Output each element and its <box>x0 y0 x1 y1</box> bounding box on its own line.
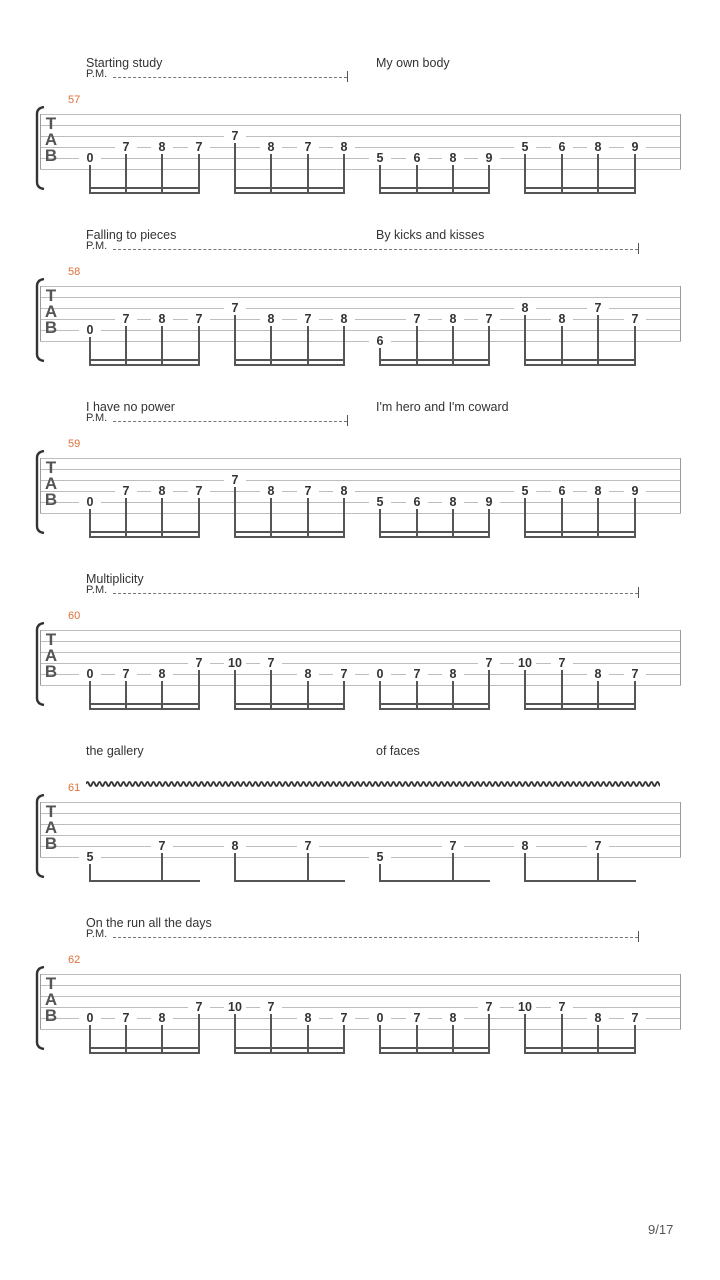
fret-number: 8 <box>442 1012 464 1025</box>
note-stem <box>343 680 345 710</box>
note-stem <box>343 1024 345 1054</box>
fret-number: 10 <box>514 657 536 670</box>
fret-number: 7 <box>297 313 319 326</box>
fret-number: 5 <box>369 851 391 864</box>
tab-system <box>0 916 720 1088</box>
fret-number: 7 <box>260 657 282 670</box>
note-beam <box>89 531 200 533</box>
fret-number: 7 <box>188 485 210 498</box>
note-stem <box>307 1024 309 1054</box>
tab-clef-letter: B <box>44 834 58 853</box>
note-stem <box>379 508 381 538</box>
note-beam <box>379 1052 490 1054</box>
lyric-text: On the run all the days <box>86 916 212 930</box>
fret-number: 7 <box>478 313 500 326</box>
fret-number: 5 <box>369 152 391 165</box>
tab-clef-letter: A <box>44 302 58 321</box>
note-stem <box>488 508 490 538</box>
tab-clef-letter: A <box>44 818 58 837</box>
fret-number: 0 <box>369 1012 391 1025</box>
fret-number: 10 <box>514 1001 536 1014</box>
staff-start-barline <box>40 802 41 857</box>
lyric-text: the gallery <box>86 744 144 758</box>
note-stem <box>452 164 454 194</box>
note-stem <box>379 164 381 194</box>
palm-mute-line <box>113 77 347 78</box>
note-beam <box>524 880 636 882</box>
note-stem <box>125 680 127 710</box>
fret-number: 8 <box>151 485 173 498</box>
fret-number: 7 <box>115 313 137 326</box>
fret-number: 9 <box>624 141 646 154</box>
note-beam <box>234 531 345 533</box>
staff-line <box>40 824 681 825</box>
note-beam <box>379 703 490 705</box>
bar-number: 59 <box>68 438 81 450</box>
palm-mute-end <box>347 415 348 426</box>
tab-system <box>0 400 720 572</box>
fret-number: 8 <box>442 496 464 509</box>
fret-number: 7 <box>406 313 428 326</box>
staff-line <box>40 857 681 858</box>
note-beam <box>524 531 636 533</box>
fret-number: 8 <box>442 152 464 165</box>
note-stem <box>597 680 599 710</box>
staff-line <box>40 996 681 997</box>
note-stem <box>379 1024 381 1054</box>
tab-system <box>0 228 720 400</box>
fret-number: 7 <box>442 840 464 853</box>
fret-number: 6 <box>551 141 573 154</box>
fret-number: 8 <box>514 302 536 315</box>
note-stem <box>89 1024 91 1054</box>
staff-line <box>40 802 681 803</box>
note-beam <box>89 187 200 189</box>
fret-number: 8 <box>514 840 536 853</box>
fret-number: 7 <box>188 141 210 154</box>
tab-clef-letter: B <box>44 146 58 165</box>
note-stem <box>161 1024 163 1054</box>
palm-mute-line <box>113 249 638 250</box>
fret-number: 8 <box>442 313 464 326</box>
palm-mute-end <box>638 243 639 254</box>
fret-number: 6 <box>369 335 391 348</box>
tab-clef-letter: T <box>45 286 57 305</box>
fret-number: 8 <box>260 313 282 326</box>
staff-end-barline <box>680 802 681 857</box>
fret-number: 0 <box>79 324 101 337</box>
note-stem <box>89 680 91 710</box>
fret-number: 7 <box>224 302 246 315</box>
fret-number: 6 <box>551 485 573 498</box>
note-stem <box>597 852 599 882</box>
note-stem <box>488 164 490 194</box>
note-beam <box>524 192 636 194</box>
note-stem <box>416 1024 418 1054</box>
fret-number: 0 <box>79 668 101 681</box>
tab-clef-letter: T <box>45 802 57 821</box>
staff-line <box>40 652 681 653</box>
note-beam <box>524 364 636 366</box>
note-beam <box>524 187 636 189</box>
tab-clef-letter: T <box>45 630 57 649</box>
fret-number: 5 <box>79 851 101 864</box>
tab-system <box>0 572 720 744</box>
fret-number: 8 <box>587 668 609 681</box>
staff-line <box>40 846 681 847</box>
note-stem <box>416 680 418 710</box>
note-stem <box>89 164 91 194</box>
fret-number: 7 <box>624 313 646 326</box>
staff-line <box>40 641 681 642</box>
note-beam <box>524 703 636 705</box>
note-beam <box>234 364 345 366</box>
staff-line <box>40 136 681 137</box>
fret-number: 6 <box>406 152 428 165</box>
fret-number: 7 <box>188 657 210 670</box>
fret-number: 10 <box>224 657 246 670</box>
palm-mute-line <box>113 421 347 422</box>
lyric-text: Multiplicity <box>86 572 144 586</box>
staff-line <box>40 469 681 470</box>
palm-mute-label: P.M. <box>86 928 108 940</box>
staff-line <box>40 974 681 975</box>
note-beam <box>524 708 636 710</box>
tab-clef-letter: T <box>45 114 57 133</box>
fret-number: 7 <box>115 1012 137 1025</box>
lyric-text: I have no power <box>86 400 175 414</box>
note-beam <box>234 536 345 538</box>
staff-line <box>40 1007 681 1008</box>
staff-line <box>40 125 681 126</box>
bar-number: 60 <box>68 610 81 622</box>
note-beam <box>379 192 490 194</box>
bar-number: 61 <box>68 782 81 794</box>
fret-number: 8 <box>587 1012 609 1025</box>
lyric-text: By kicks and kisses <box>376 228 485 242</box>
staff-line <box>40 630 681 631</box>
fret-number: 8 <box>224 840 246 853</box>
fret-number: 7 <box>587 302 609 315</box>
tab-clef-letter: B <box>44 662 58 681</box>
fret-number: 8 <box>333 485 355 498</box>
fret-number: 8 <box>297 1012 319 1025</box>
fret-number: 8 <box>587 141 609 154</box>
fret-number: 7 <box>624 1012 646 1025</box>
note-beam <box>379 1047 490 1049</box>
fret-number: 7 <box>297 840 319 853</box>
note-beam <box>89 708 200 710</box>
fret-number: 7 <box>115 485 137 498</box>
tab-clef-letter: T <box>45 458 57 477</box>
note-stem <box>89 336 91 366</box>
note-stem <box>452 680 454 710</box>
note-stem <box>379 680 381 710</box>
note-beam <box>234 703 345 705</box>
tab-clef-letter: T <box>45 974 57 993</box>
staff-line <box>40 985 681 986</box>
fret-number: 6 <box>406 496 428 509</box>
fret-number: 7 <box>551 1001 573 1014</box>
lyric-text: Falling to pieces <box>86 228 177 242</box>
fret-number: 7 <box>297 485 319 498</box>
fret-number: 8 <box>333 141 355 154</box>
staff-line <box>40 341 681 342</box>
tab-clef-letter: A <box>44 646 58 665</box>
fret-number: 7 <box>224 130 246 143</box>
note-beam <box>379 536 490 538</box>
palm-mute-end <box>638 587 639 598</box>
tab-clef-letter: B <box>44 490 58 509</box>
note-beam <box>379 708 490 710</box>
fret-number: 8 <box>151 1012 173 1025</box>
note-stem <box>452 1024 454 1054</box>
note-beam <box>524 1052 636 1054</box>
staff-line <box>40 286 681 287</box>
fret-number: 7 <box>624 668 646 681</box>
fret-number: 7 <box>115 668 137 681</box>
note-beam <box>89 536 200 538</box>
fret-number: 5 <box>514 141 536 154</box>
page-number: 9/17 <box>648 1222 674 1237</box>
note-stem <box>161 680 163 710</box>
fret-number: 8 <box>260 141 282 154</box>
fret-number: 0 <box>79 496 101 509</box>
fret-number: 8 <box>151 313 173 326</box>
staff-line <box>40 308 681 309</box>
staff-start-barline <box>40 974 41 1029</box>
fret-number: 7 <box>551 657 573 670</box>
fret-number: 7 <box>333 1012 355 1025</box>
fret-number: 7 <box>333 668 355 681</box>
note-stem <box>634 1024 636 1054</box>
vibrato-wavy-line <box>86 780 660 788</box>
tab-clef-letter: A <box>44 474 58 493</box>
staff-line <box>40 169 681 170</box>
note-stem <box>597 1024 599 1054</box>
fret-number: 8 <box>442 668 464 681</box>
note-stem <box>452 852 454 882</box>
note-beam <box>379 531 490 533</box>
note-stem <box>452 508 454 538</box>
note-beam <box>234 708 345 710</box>
staff-line <box>40 1029 681 1030</box>
staff-end-barline <box>680 458 681 513</box>
fret-number: 8 <box>333 313 355 326</box>
note-beam <box>234 192 345 194</box>
staff-line <box>40 685 681 686</box>
palm-mute-label: P.M. <box>86 412 108 424</box>
note-beam <box>379 187 490 189</box>
fret-number: 7 <box>188 313 210 326</box>
note-beam <box>89 703 200 705</box>
fret-number: 5 <box>514 485 536 498</box>
staff-end-barline <box>680 974 681 1029</box>
fret-number: 8 <box>151 141 173 154</box>
note-beam <box>379 359 490 361</box>
staff-line <box>40 158 681 159</box>
tab-clef-letter: A <box>44 130 58 149</box>
fret-number: 7 <box>478 657 500 670</box>
note-beam <box>379 880 490 882</box>
fret-number: 7 <box>406 1012 428 1025</box>
staff-start-barline <box>40 286 41 341</box>
staff-line <box>40 458 681 459</box>
tab-clef-letter: B <box>44 1006 58 1025</box>
note-beam <box>379 364 490 366</box>
fret-number: 5 <box>369 496 391 509</box>
fret-number: 7 <box>188 1001 210 1014</box>
palm-mute-end <box>347 71 348 82</box>
note-beam <box>89 1052 200 1054</box>
note-beam <box>234 187 345 189</box>
tab-clef-letter: B <box>44 318 58 337</box>
fret-number: 8 <box>297 668 319 681</box>
tab-clef-letter: A <box>44 990 58 1009</box>
fret-number: 8 <box>551 313 573 326</box>
tab-system <box>0 56 720 228</box>
bar-number: 62 <box>68 954 81 966</box>
palm-mute-label: P.M. <box>86 68 108 80</box>
fret-number: 7 <box>115 141 137 154</box>
staff-line <box>40 502 681 503</box>
staff-line <box>40 835 681 836</box>
fret-number: 8 <box>587 485 609 498</box>
fret-number: 7 <box>478 1001 500 1014</box>
fret-number: 0 <box>79 152 101 165</box>
staff-end-barline <box>680 286 681 341</box>
staff-line <box>40 813 681 814</box>
note-beam <box>524 536 636 538</box>
note-beam <box>89 359 200 361</box>
lyric-text: My own body <box>376 56 450 70</box>
note-beam <box>524 1047 636 1049</box>
note-stem <box>416 164 418 194</box>
note-beam <box>89 880 200 882</box>
note-stem <box>89 508 91 538</box>
staff-line <box>40 297 681 298</box>
staff-end-barline <box>680 630 681 685</box>
palm-mute-end <box>638 931 639 942</box>
staff-start-barline <box>40 114 41 169</box>
note-stem <box>307 680 309 710</box>
staff-start-barline <box>40 458 41 513</box>
tab-staff <box>40 802 681 858</box>
fret-number: 9 <box>478 152 500 165</box>
fret-number: 9 <box>624 485 646 498</box>
note-beam <box>89 364 200 366</box>
staff-line <box>40 480 681 481</box>
tab-system <box>0 744 720 916</box>
fret-number: 8 <box>260 485 282 498</box>
fret-number: 7 <box>224 474 246 487</box>
staff-end-barline <box>680 114 681 169</box>
note-stem <box>634 680 636 710</box>
staff-line <box>40 513 681 514</box>
staff-line <box>40 114 681 115</box>
lyric-text: of faces <box>376 744 420 758</box>
lyric-text: Starting study <box>86 56 163 70</box>
palm-mute-line <box>113 593 638 594</box>
fret-number: 7 <box>297 141 319 154</box>
bar-number: 57 <box>68 94 81 106</box>
note-beam <box>234 1047 345 1049</box>
fret-number: 7 <box>260 1001 282 1014</box>
fret-number: 7 <box>587 840 609 853</box>
note-stem <box>161 852 163 882</box>
note-stem <box>234 852 236 882</box>
staff-line <box>40 330 681 331</box>
fret-number: 0 <box>369 668 391 681</box>
note-beam <box>234 880 345 882</box>
bar-number: 58 <box>68 266 81 278</box>
note-stem <box>524 852 526 882</box>
note-stem <box>307 852 309 882</box>
palm-mute-line <box>113 937 638 938</box>
fret-number: 10 <box>224 1001 246 1014</box>
palm-mute-label: P.M. <box>86 240 108 252</box>
note-beam <box>234 1052 345 1054</box>
note-stem <box>125 1024 127 1054</box>
note-beam <box>89 1047 200 1049</box>
note-stem <box>416 508 418 538</box>
staff-start-barline <box>40 630 41 685</box>
note-beam <box>89 192 200 194</box>
fret-number: 9 <box>478 496 500 509</box>
staff-line <box>40 663 681 664</box>
note-beam <box>234 359 345 361</box>
fret-number: 7 <box>406 668 428 681</box>
fret-number: 8 <box>151 668 173 681</box>
fret-number: 0 <box>79 1012 101 1025</box>
note-beam <box>524 359 636 361</box>
palm-mute-label: P.M. <box>86 584 108 596</box>
lyric-text: I'm hero and I'm coward <box>376 400 509 414</box>
fret-number: 7 <box>151 840 173 853</box>
